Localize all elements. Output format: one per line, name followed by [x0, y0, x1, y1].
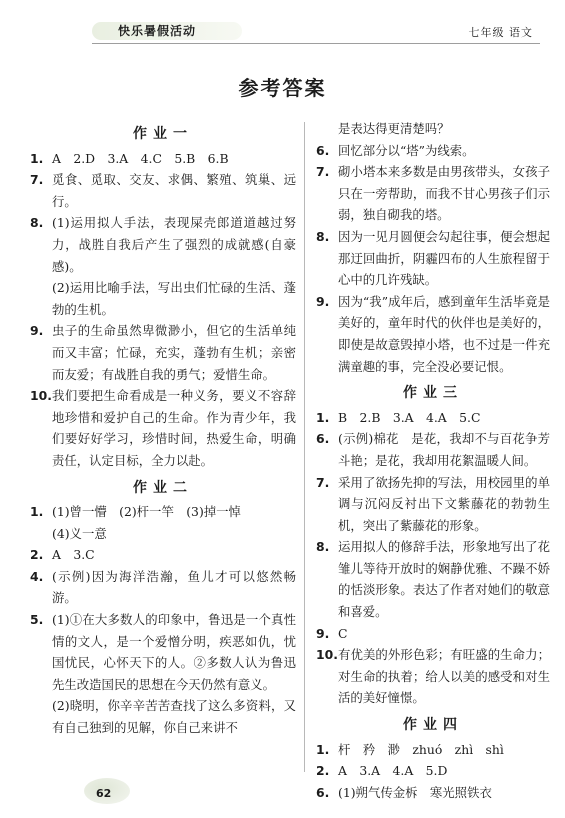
- item-number: 1.: [30, 150, 44, 166]
- answer-item: [316, 739, 550, 761]
- item-number: 8.: [316, 539, 330, 555]
- item-number: 1.: [30, 504, 44, 520]
- answer-item: [316, 428, 550, 471]
- item-number: 5.: [30, 612, 44, 628]
- answer-item: [30, 566, 296, 609]
- item-number: 7.: [316, 164, 330, 180]
- answer-item: [30, 148, 296, 170]
- answer-item: [30, 169, 296, 212]
- item-number: 10.: [30, 388, 52, 404]
- page-header: [0, 0, 565, 48]
- item-number: 2.: [30, 547, 44, 563]
- item-number: 9.: [30, 323, 44, 339]
- item-text: (1)运用拟人手法，表现屎壳郎道道越过努力，战胜自我后产生了强烈的成就感(自豪感)。: [52, 215, 296, 274]
- item-text: C: [338, 625, 348, 641]
- item-number: 2.: [316, 763, 330, 779]
- item-number: 6.: [316, 142, 330, 158]
- answer-item: [30, 609, 296, 695]
- item-text: B 2.B 3.A 4.A 5.C: [338, 409, 481, 425]
- answer-item: [316, 140, 550, 162]
- section-title: 作业三: [403, 385, 463, 402]
- item-number: 1.: [316, 741, 330, 757]
- item-number: 7.: [316, 474, 330, 490]
- page-number: 62: [96, 787, 112, 800]
- answer-item: [316, 472, 550, 537]
- answer-item: [30, 385, 296, 471]
- item-number: 9.: [316, 293, 330, 309]
- answer-item: [316, 623, 550, 645]
- item-number: 4.: [30, 568, 44, 584]
- answer-item: [316, 760, 550, 782]
- section-title: 作业二: [133, 479, 193, 496]
- item-text: 运用拟人的修辞手法，形象地写出了花雏儿等待开放时的娴静优雅、不躁不娇的恬淡形象。表达了作者对她们的敬意和喜爱。: [338, 539, 550, 620]
- item-text: (示例)棉花 是花，我却不与百花争芳斗艳；是花，我却用花絮温暖人间。: [338, 431, 550, 468]
- answer-subitem: (2)运用比喻手法，写出虫们忙碌的生活、蓬勃的生机。: [52, 280, 296, 317]
- right-column: [316, 118, 550, 803]
- item-text: 因为一见月圆便会勾起往事，便会想起那迂回曲折，阴霾四布的人生旅程留于心中的几许残缺。: [338, 228, 550, 288]
- left-column: [30, 118, 296, 739]
- item-number: 9.: [316, 625, 330, 641]
- item-text: 有优美的外形色彩；有旺盛的生命力；对生命的执着；给人以美的感受和对生活的美好憧憬。: [338, 647, 550, 706]
- item-text: (示例)因为海洋浩瀚，鱼儿才可以悠然畅游。: [52, 568, 296, 606]
- answer-continuation: 是表达得更清楚吗？: [338, 121, 450, 136]
- item-text: 采用了欲扬先抑的写法，用校园里的单调与沉闷反衬出下文紫藤花的勃勃生机，突出了紫藤花的形象。: [338, 474, 550, 533]
- item-text: 虫子的生命虽然卑微渺小，但它的生活单纯而又丰富；忙碌，充实，蓬勃有生机；亲密而友爱；有战胜自我的勇气；爱惜生命。: [52, 323, 296, 382]
- answer-item: [316, 644, 550, 709]
- answer-item: [316, 782, 550, 804]
- item-text: (1)曾一懵 (2)杆一竿 (3)掉一悼: [52, 504, 241, 520]
- item-number: 7.: [30, 172, 44, 188]
- grade-subject: 七年级 语文: [468, 26, 533, 39]
- answer-subitem: (4)义一意: [52, 525, 107, 541]
- answer-item: [30, 501, 296, 523]
- answer-item: [316, 226, 550, 291]
- header-rule: [92, 43, 540, 44]
- answer-item: [316, 536, 550, 622]
- item-text: 砌小塔本来多数是由男孩带头，女孩子只在一旁帮助，而我不甘心男孩子们示弱，独自砌我的塔。: [338, 164, 550, 223]
- item-number: 10.: [316, 647, 338, 663]
- column-divider: [304, 122, 305, 772]
- answer-subitem: (2)晓明，你辛辛苦苦查找了这么多资料，又有自己独到的见解，你自己来讲不: [52, 698, 296, 736]
- item-text: 觅食、觅取、交友、求偶、繁殖、筑巢、远行。: [52, 172, 296, 209]
- item-text: A 2.D 3.A 4.C 5.B 6.B: [52, 150, 229, 166]
- item-number: 6.: [316, 784, 330, 800]
- item-text: (1)朔气传金柝 寒光照铁衣: [338, 784, 492, 800]
- item-text: 我们要把生命看成是一种义务，要义不容辞地珍惜和爱护自己的生命。作为青少年，我们要好好学习，珍惜时间，热爱生命，明确责任，认定目标，全力以赴。: [52, 388, 296, 468]
- answer-item: [30, 544, 296, 566]
- answer-item: [316, 291, 550, 377]
- section-title: 作业四: [403, 717, 463, 734]
- item-number: 8.: [316, 228, 330, 244]
- item-number: 1.: [316, 409, 330, 425]
- brand-title: 快乐暑假活动: [118, 24, 197, 38]
- item-number: 6.: [316, 431, 330, 447]
- item-text: A 3.A 4.A 5.D: [338, 763, 448, 779]
- item-text: 因为“我”成年后，感到童年生活毕竟是美好的，童年时代的伙伴也是美好的，即使是故意毁掉小塔，也不过是一件充满童趣的事，完全没必要记恨。: [338, 293, 550, 374]
- item-text: A 3.C: [52, 547, 95, 563]
- answer-item: [30, 320, 296, 385]
- item-number: 8.: [30, 215, 44, 231]
- page-title: 参考答案: [238, 76, 327, 100]
- item-text: 杆 矜 渺 zhuó zhì shì: [338, 741, 504, 757]
- item-text: 回忆部分以“塔”为线索。: [338, 142, 475, 158]
- answer-item: [30, 212, 296, 277]
- item-text: (1)①在大多数人的印象中，鲁迅是一个真性情的文人，是一个爱憎分明，疾恶如仇，忧国忧民，心怀天下的人。②多数人认为鲁迅先生改造国民的思想在今天仍然有意义。: [52, 612, 296, 692]
- section-title: 作业一: [133, 126, 193, 142]
- answer-item: [316, 407, 550, 429]
- answer-item: [316, 161, 550, 226]
